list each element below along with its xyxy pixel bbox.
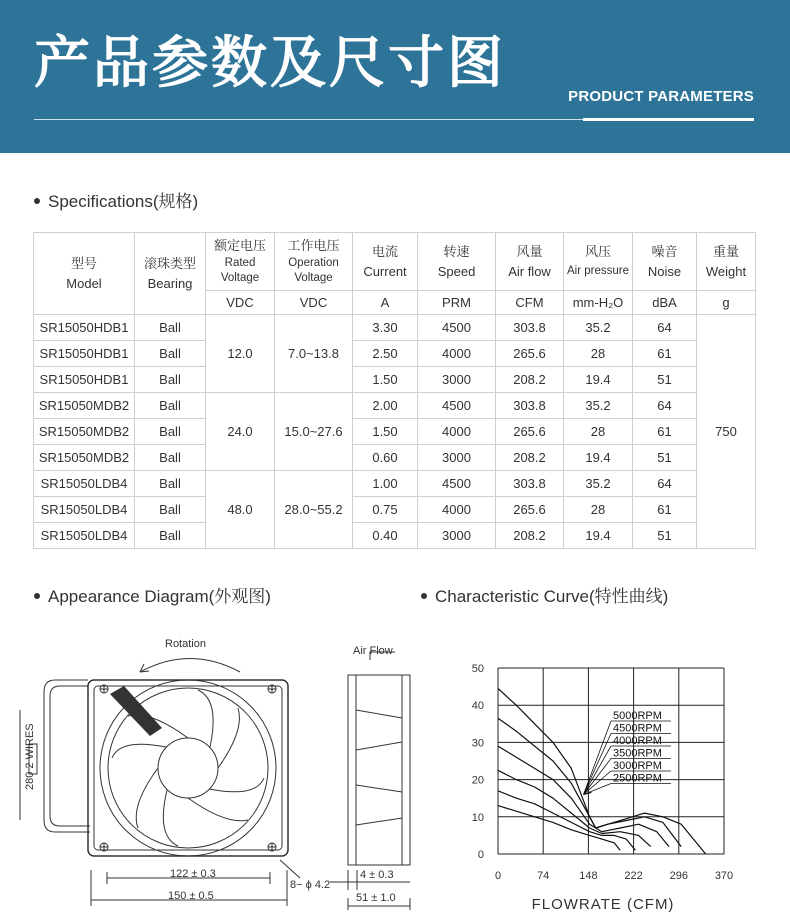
cell-pressure: 19.4 <box>564 445 633 471</box>
header-current-cn: 电流 <box>371 244 398 259</box>
table-row <box>34 497 756 523</box>
cell-speed: 4500 <box>418 315 496 341</box>
cell-pressure: 35.2 <box>564 471 633 497</box>
x-tick-label: 222 <box>624 870 643 882</box>
table-row <box>34 471 756 497</box>
cell-pressure: 28 <box>564 497 633 523</box>
header-op-en2: Voltage <box>294 271 333 284</box>
rpm-label: 4500RPM <box>613 722 662 735</box>
rpm-label: 3000RPM <box>613 760 662 772</box>
unit-noise: dBA <box>633 291 697 315</box>
header-pressure <box>564 233 633 291</box>
header-rated-cn: 额定电压 <box>213 237 266 253</box>
table-row <box>34 341 756 367</box>
curve-section-title <box>421 582 668 607</box>
cell-model: SR15050HDB1 <box>34 367 135 393</box>
cell-bearing: Ball <box>135 471 206 497</box>
cell-noise: 51 <box>633 367 697 393</box>
cell-bearing: Ball <box>135 497 206 523</box>
cell-current: 1.50 <box>353 419 418 445</box>
unit-speed: PRM <box>418 291 496 315</box>
cell-pressure: 19.4 <box>564 523 633 549</box>
cell-airflow: 208.2 <box>496 445 564 471</box>
table-row <box>34 445 756 471</box>
rotation-arrow-icon <box>140 659 240 673</box>
appearance-section-title <box>34 582 271 607</box>
cell-noise: 51 <box>633 523 697 549</box>
header-rated-en1: Rated <box>224 256 256 269</box>
cell-model: SR15050LDB4 <box>34 471 135 497</box>
cell-bearing: Ball <box>135 419 206 445</box>
cell-current: 0.75 <box>353 497 418 523</box>
cell-speed: 3000 <box>418 445 496 471</box>
cell-rated: 12.0 <box>206 315 275 393</box>
cell-speed: 3000 <box>418 367 496 393</box>
x-tick-label: 296 <box>669 870 688 882</box>
y-tick-label: 50 <box>471 663 484 675</box>
cell-model: SR15050HDB1 <box>34 315 135 341</box>
header-model <box>34 233 135 315</box>
bullet-icon <box>34 593 40 599</box>
header-weight-cn: 重量 <box>712 244 739 259</box>
cell-pressure: 28 <box>564 341 633 367</box>
cell-current: 3.30 <box>353 315 418 341</box>
rpm-leader-line <box>584 746 611 794</box>
airflow-label: Air Flow <box>353 645 393 657</box>
chart-series <box>498 689 706 855</box>
cell-model: SR15050LDB4 <box>34 497 135 523</box>
unit-rated: VDC <box>206 291 275 315</box>
series-line-5000rpm <box>498 689 706 855</box>
cell-operation: 7.0~13.8 <box>275 315 353 393</box>
cell-airflow: 208.2 <box>496 367 564 393</box>
cell-weight: 750 <box>697 315 756 549</box>
y-tick-label: 30 <box>471 737 484 750</box>
header-current-en: Current <box>363 264 407 279</box>
header-airflow-cn: 风量 <box>516 244 543 259</box>
unit-operation: VDC <box>275 291 353 315</box>
cell-pressure: 19.4 <box>564 367 633 393</box>
bullet-icon <box>421 593 427 599</box>
cell-model: SR15050MDB2 <box>34 445 135 471</box>
rpm-label: 2500RPM <box>613 772 662 785</box>
header-op-cn: 工作电压 <box>287 237 340 253</box>
divider-accent <box>583 118 754 121</box>
cell-noise: 61 <box>633 497 697 523</box>
appearance-diagram <box>0 620 430 910</box>
cell-model: SR15050HDB1 <box>34 341 135 367</box>
cell-noise: 61 <box>633 341 697 367</box>
rpm-label: 4000RPM <box>613 735 662 747</box>
cell-current: 0.60 <box>353 445 418 471</box>
cell-rated: 48.0 <box>206 471 275 549</box>
cell-operation: 28.0~55.2 <box>275 471 353 549</box>
header-pressure-en: Air pressure <box>567 265 629 277</box>
cell-airflow: 208.2 <box>496 523 564 549</box>
header-bearing-cn: 滚珠类型 <box>143 256 196 271</box>
x-tick-label: 370 <box>714 870 734 882</box>
cell-pressure: 35.2 <box>564 315 633 341</box>
table-row <box>34 419 756 445</box>
header-speed <box>418 233 496 291</box>
cell-noise: 64 <box>633 315 697 341</box>
header-pressure-cn: 风压 <box>584 244 611 259</box>
series-line-2500rpm <box>498 806 620 851</box>
cell-speed: 4000 <box>418 497 496 523</box>
cell-pressure: 28 <box>564 419 633 445</box>
header-noise-en: Noise <box>647 264 682 279</box>
header-noise <box>633 233 697 291</box>
x-axis-label: FLOWRATE (CFM) <box>531 896 675 913</box>
unit-weight: g <box>697 291 756 315</box>
cell-model: SR15050MDB2 <box>34 393 135 419</box>
y-tick-label: 20 <box>471 774 484 787</box>
header-banner <box>0 0 790 153</box>
header-speed-en: Speed <box>437 264 476 279</box>
unit-pressure: mm-H₂O <box>564 291 633 315</box>
cell-current: 1.50 <box>353 367 418 393</box>
y-tick-label: 0 <box>477 849 484 861</box>
specs-title-text: Specifications(规格) <box>48 192 199 211</box>
cell-airflow: 265.6 <box>496 341 564 367</box>
header-rated <box>206 233 275 291</box>
dim-4-label: 4 ± 0.3 <box>360 869 394 881</box>
cell-airflow: 265.6 <box>496 497 564 523</box>
cell-model: SR15050LDB4 <box>34 523 135 549</box>
cell-noise: 61 <box>633 419 697 445</box>
header-weight-en: Weight <box>705 264 747 279</box>
cell-current: 1.00 <box>353 471 418 497</box>
cell-airflow: 303.8 <box>496 471 564 497</box>
rpm-label: 5000RPM <box>613 710 662 722</box>
rpm-leader-line <box>584 721 611 794</box>
x-tick-label: 0 <box>494 870 502 882</box>
page-title: 产品参数及尺寸图 <box>34 31 506 96</box>
dim-122-label: 122 ± 0.3 <box>170 868 216 880</box>
page-subtitle: PRODUCT PARAMETERS <box>568 88 754 105</box>
cell-bearing: Ball <box>135 445 206 471</box>
header-bearing-en: Bearing <box>147 276 193 291</box>
header-model-en: Model <box>66 276 102 291</box>
cell-airflow: 303.8 <box>496 393 564 419</box>
series-line-3000rpm <box>498 791 635 851</box>
cell-bearing: Ball <box>135 315 206 341</box>
cell-bearing: Ball <box>135 523 206 549</box>
x-tick-label: 148 <box>579 870 598 882</box>
header-operation <box>275 233 353 291</box>
rotation-label: Rotation <box>165 638 206 650</box>
cable-grommet-icon <box>110 686 162 736</box>
cell-model: SR15050MDB2 <box>34 419 135 445</box>
specs-section-title <box>34 187 198 212</box>
dim-150-label: 150 ± 0.5 <box>168 890 214 902</box>
table-row <box>34 367 756 393</box>
cell-current: 0.40 <box>353 523 418 549</box>
cell-noise: 64 <box>633 393 697 419</box>
header-bearing <box>135 233 206 315</box>
cell-current: 2.50 <box>353 341 418 367</box>
header-airflow <box>496 233 564 291</box>
cell-airflow: 303.8 <box>496 315 564 341</box>
unit-current: A <box>353 291 418 315</box>
cell-speed: 3000 <box>418 523 496 549</box>
cell-bearing: Ball <box>135 341 206 367</box>
cell-noise: 64 <box>633 471 697 497</box>
cell-speed: 4000 <box>418 419 496 445</box>
table-row <box>34 315 756 341</box>
header-model-cn: 型号 <box>70 256 97 271</box>
x-tick-label: 74 <box>537 870 550 882</box>
cell-speed: 4000 <box>418 341 496 367</box>
curve-title-text: Characteristic Curve(特性曲线) <box>435 587 669 606</box>
unit-airflow: CFM <box>496 291 564 315</box>
cell-bearing: Ball <box>135 367 206 393</box>
header-op-en1: Operation <box>288 256 339 269</box>
cell-bearing: Ball <box>135 393 206 419</box>
cell-noise: 51 <box>633 445 697 471</box>
table-row <box>34 393 756 419</box>
cell-current: 2.00 <box>353 393 418 419</box>
cell-speed: 4500 <box>418 393 496 419</box>
cell-speed: 4500 <box>418 471 496 497</box>
wires-label: 280 2 WIRES <box>24 723 36 790</box>
appearance-title-text: Appearance Diagram(外观图) <box>48 587 271 606</box>
header-airflow-en: Air flow <box>508 264 551 279</box>
characteristic-curve-chart <box>440 650 780 915</box>
cell-airflow: 265.6 <box>496 419 564 445</box>
chart-grid <box>498 668 724 854</box>
header-noise-cn: 噪音 <box>651 244 678 259</box>
y-tick-label: 10 <box>471 811 484 824</box>
header-current <box>353 233 418 291</box>
cell-rated: 24.0 <box>206 393 275 471</box>
rpm-label: 3500RPM <box>613 747 662 760</box>
y-tick-label: 40 <box>471 700 484 713</box>
cell-pressure: 35.2 <box>564 393 633 419</box>
bullet-icon <box>34 198 40 204</box>
header-rated-en2: Voltage <box>220 271 260 284</box>
table-row <box>34 523 756 549</box>
rpm-labels <box>584 710 672 795</box>
chart-ticks <box>472 663 733 882</box>
cell-operation: 15.0~27.6 <box>275 393 353 471</box>
dim-holes-label: 8− ϕ 4.2 <box>290 879 331 891</box>
header-speed-cn: 转速 <box>443 244 470 259</box>
spec-table <box>33 232 756 549</box>
dim-51-label: 51 ± 1.0 <box>356 892 396 904</box>
header-weight <box>697 233 756 291</box>
